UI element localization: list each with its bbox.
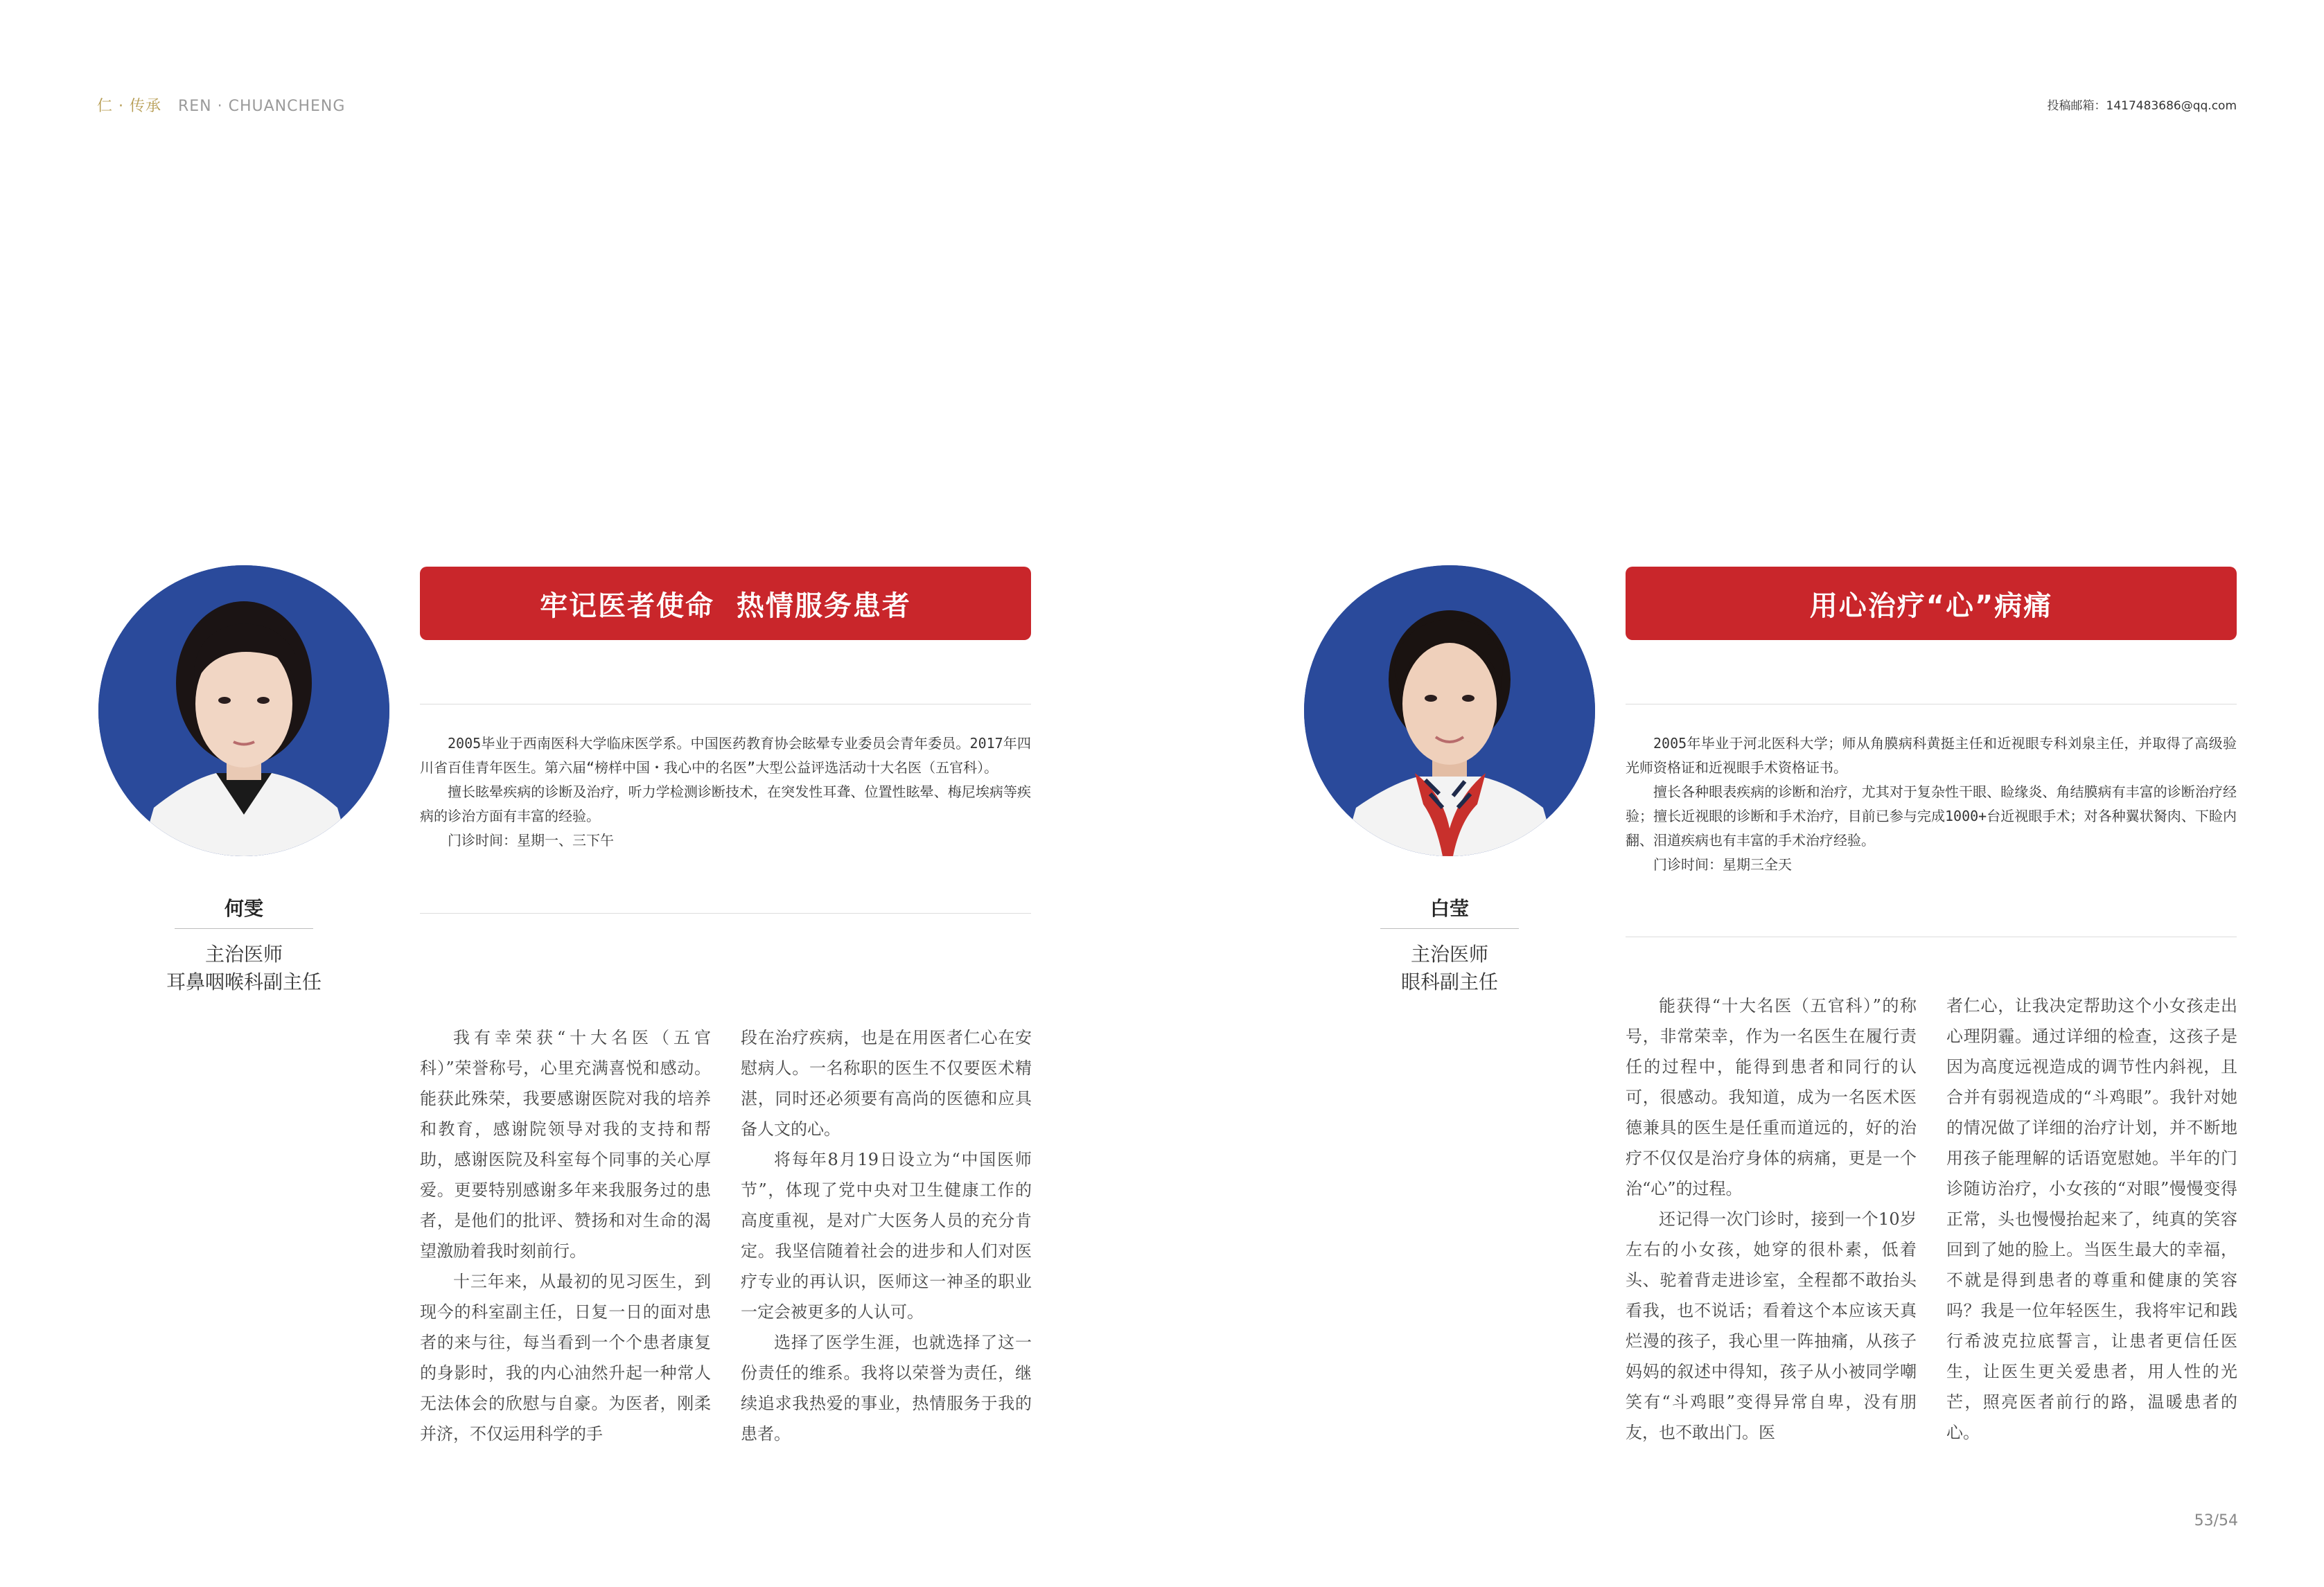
article-paragraph: 者仁心，让我决定帮助这个小女孩走出心理阴霾。通过详细的检查，这孩子是因为高度远视造成的调节性内斜视，且合并有弱视造成的“斗鸡眼”。我针对她的情况做了详细的治疗计划，并不断地用孩子能理解的话语宽慰她。半年的门诊随访治疗，小女孩的“对眼”慢慢变得正常，头也慢慢抬起来了，纯真的笑容回到了她的脸上。当医生最大的幸福，不就是得到患者的尊重和健康的笑容吗？我是一位年轻医生，我将牢记和践行希波克拉底誓言，让患者更信任医生，让医生更关爱患者，用人性的光芒，照亮医者前行的路，温暖患者的心。 bbox=[1946, 996, 2237, 1442]
article-paragraph: 将每年8月19日设立为“中国医师节”，体现了党中央对卫生健康工作的高度重视，是对广大医务人员的充分肯定。我坚信随着社会的进步和人们对医疗专业的再认识，医师这一神圣的职业一定会被更多的人认可。 bbox=[741, 1150, 1032, 1322]
section-label-en: REN · CHUANCHENG bbox=[177, 98, 346, 115]
doctor-profile-1 bbox=[97, 565, 1132, 1466]
article-title-banner: 用心治疗“心”病痛 bbox=[1626, 567, 2237, 640]
doctor-department: 耳鼻咽喉科副主任 bbox=[166, 970, 322, 993]
doctor-portrait bbox=[1304, 565, 1595, 856]
intro-bottom-rule bbox=[420, 913, 1031, 914]
article-column-1 bbox=[1626, 991, 1917, 1448]
doctor-profile-2 bbox=[1303, 565, 2324, 1466]
intro-paragraph: 擅长各种眼表疾病的诊断和治疗，尤其对于复杂性干眼、睑缘炎、角结膜病有丰富的诊断治疗经验；擅长近视眼的诊断和手术治疗，目前已参与完成1000+台近视眼手术；对各种翼状胬肉、下睑内翻、泪道疾病也有丰富的手术治疗经验。 bbox=[1626, 783, 2237, 849]
submission-email: 投稿邮箱：1417483686@qq.com bbox=[2047, 99, 2237, 113]
intro-paragraph: 2005年毕业于河北医科大学；师从角膜病科黄挺主任和近视眼专科刘泉主任，并取得了高级验光师资格证和近视眼手术资格证书。 bbox=[1626, 735, 2237, 776]
article-column-2 bbox=[741, 1022, 1032, 1449]
doctor-title: 主治医师 bbox=[1410, 943, 1488, 966]
article-paragraph: 能获得“十大名医（五官科）”的称号，非常荣幸，作为一名医生在履行责任的过程中，能得到患者和同行的认可，很感动。我知道，成为一名医术医德兼具的医生是任重而道远的，好的治疗不仅仅是治疗身体的病痛，更是一个治“心”的过程。 bbox=[1626, 996, 1917, 1198]
doctor-title: 主治医师 bbox=[204, 943, 283, 966]
article-paragraph: 我有幸荣获“十大名医（五官科）”荣誉称号，心里充满喜悦和感动。能获此殊荣，我要感谢医院对我的培养和教育，感谢院领导对我的支持和帮助，感谢医院及科室每个同事的关心厚爱。更要特别感谢多年来我服务过的患者，是他们的批评、赞扬和对生命的渴望激励着我时刻前行。 bbox=[420, 1028, 711, 1261]
article-column-1 bbox=[420, 1022, 711, 1449]
article-paragraph: 十三年来，从最初的见习医生，到现今的科室副主任，日复一日的面对患者的来与往，每当看到一个个患者康复的身影时，我的内心油然升起一种常人无法体会的欣慰与自豪。为医者，刚柔并济，不仅运用科学的手 bbox=[420, 1272, 711, 1444]
intro-paragraph: 门诊时间：星期三全天 bbox=[1653, 856, 1792, 873]
name-divider bbox=[1380, 928, 1519, 929]
section-label-cn: 仁 · 传承 bbox=[97, 98, 161, 115]
section-label bbox=[97, 94, 345, 116]
name-divider bbox=[175, 928, 313, 929]
intro-paragraph: 擅长眩晕疾病的诊断及治疗，听力学检测诊断技术，在突发性耳聋、位置性眩晕、梅尼埃病等疾病的诊治方面有丰富的经验。 bbox=[420, 783, 1031, 824]
article-paragraph: 还记得一次门诊时，接到一个10岁左右的小女孩，她穿的很朴素，低着头、驼着背走进诊室，全程都不敢抬头看我，也不说话；看着这个本应该天真烂漫的孩子，我心里一阵抽痛，从孩子妈妈的叙述中得知，孩子从小被同学嘲笑有“斗鸡眼”变得异常自卑，没有朋友，也不敢出门。医 bbox=[1626, 1209, 1917, 1442]
article-paragraph: 段在治疗疾病，也是在用医者仁心在安慰病人。一名称职的医生不仅要医术精湛，同时还必须要有高尚的医德和应具备人文的心。 bbox=[741, 1028, 1032, 1139]
doctor-portrait bbox=[98, 565, 389, 856]
article-column-2 bbox=[1946, 991, 2237, 1448]
doctor-department: 眼科副主任 bbox=[1400, 970, 1498, 993]
page-number: 53/54 bbox=[2194, 1512, 2238, 1530]
doctor-name: 白莹 bbox=[1429, 897, 1469, 920]
doctor-intro bbox=[420, 732, 1031, 853]
intro-paragraph: 门诊时间：星期一、三下午 bbox=[448, 832, 614, 849]
article-paragraph: 选择了医学生涯，也就选择了这一份责任的维系。我将以荣誉为责任，继续追求我热爱的事业，热情服务于我的患者。 bbox=[741, 1333, 1032, 1444]
article-title-banner: 牢记医者使命 热情服务患者 bbox=[420, 567, 1031, 640]
intro-paragraph: 2005毕业于西南医科大学临床医学系。中国医药教育协会眩晕专业委员会青年委员。2017年四川省百佳青年医生。第六届“榜样中国・我心中的名医”大型公益评选活动十大名医（五官科）。 bbox=[420, 735, 1031, 776]
doctor-intro bbox=[1626, 732, 2237, 877]
doctor-name: 何雯 bbox=[224, 897, 263, 920]
